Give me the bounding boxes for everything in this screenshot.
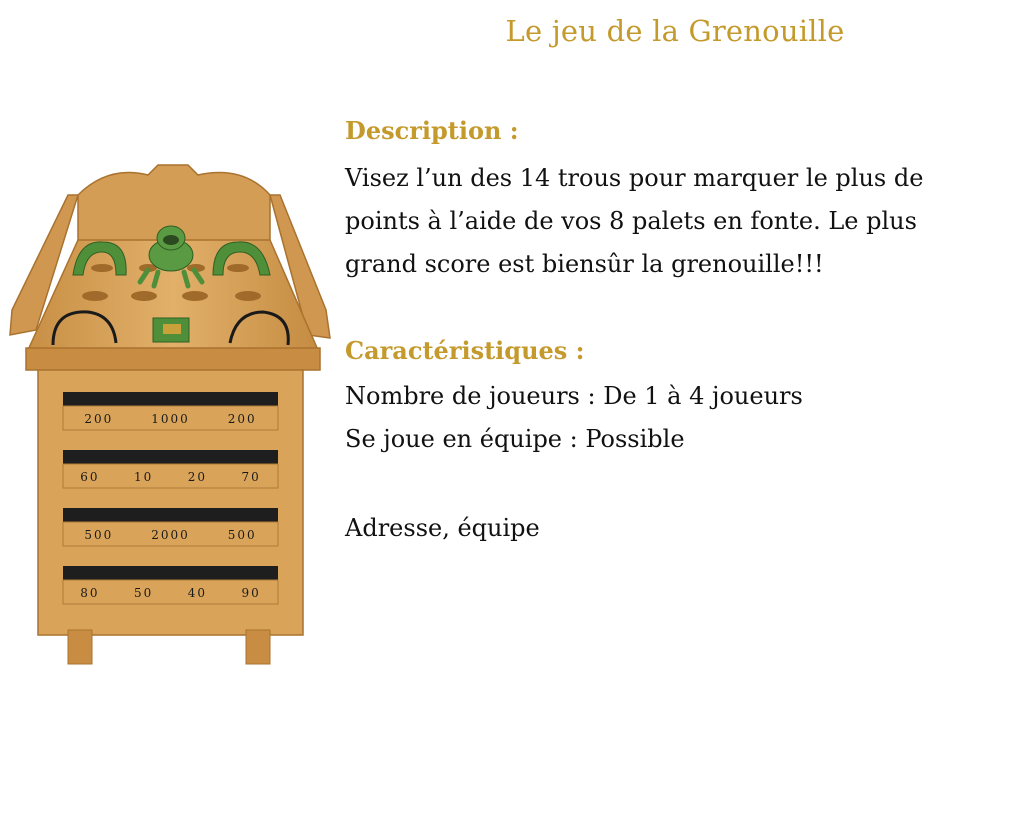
right-leg xyxy=(246,630,270,664)
score-label: 500 xyxy=(227,528,257,542)
page-title: Le jeu de la Grenouille xyxy=(505,14,845,48)
score-label: 50 xyxy=(133,586,154,600)
game-tags: Adresse, équipe xyxy=(345,514,540,542)
score-label: 200 xyxy=(227,412,257,426)
score-slot xyxy=(63,392,278,406)
team-play: Se joue en équipe : Possible xyxy=(345,425,685,453)
score-label: 200 xyxy=(84,412,114,426)
score-label: 90 xyxy=(241,586,261,600)
score-label: 500 xyxy=(84,528,114,542)
characteristics-list xyxy=(345,375,803,461)
description-line: Visez l’un des 14 trous pour marquer le plus de xyxy=(345,164,924,192)
characteristics-heading: Caractéristiques : xyxy=(345,336,585,365)
score-label: 80 xyxy=(80,586,100,600)
score-label: 1000 xyxy=(151,412,190,426)
description-text xyxy=(345,157,1015,286)
score-slot xyxy=(63,508,278,522)
score-slot xyxy=(63,566,278,580)
description-line: points à l’aide de vos 8 palets en fonte. Le plus xyxy=(345,207,917,235)
score-label: 60 xyxy=(80,470,100,484)
score-label: 10 xyxy=(133,470,154,484)
front-rim xyxy=(26,348,320,370)
score-label: 20 xyxy=(187,470,208,484)
left-leg xyxy=(68,630,92,664)
players-count: Nombre de joueurs : De 1 à 4 joueurs xyxy=(345,382,803,410)
score-label: 2000 xyxy=(151,528,190,542)
score-label: 40 xyxy=(187,586,208,600)
description-heading: Description : xyxy=(345,116,519,145)
description-line: grand score est biensûr la grenouille!!! xyxy=(345,250,824,278)
score-slot xyxy=(63,450,278,464)
frog-game-table-illustration xyxy=(8,160,338,670)
score-label: 70 xyxy=(241,470,261,484)
